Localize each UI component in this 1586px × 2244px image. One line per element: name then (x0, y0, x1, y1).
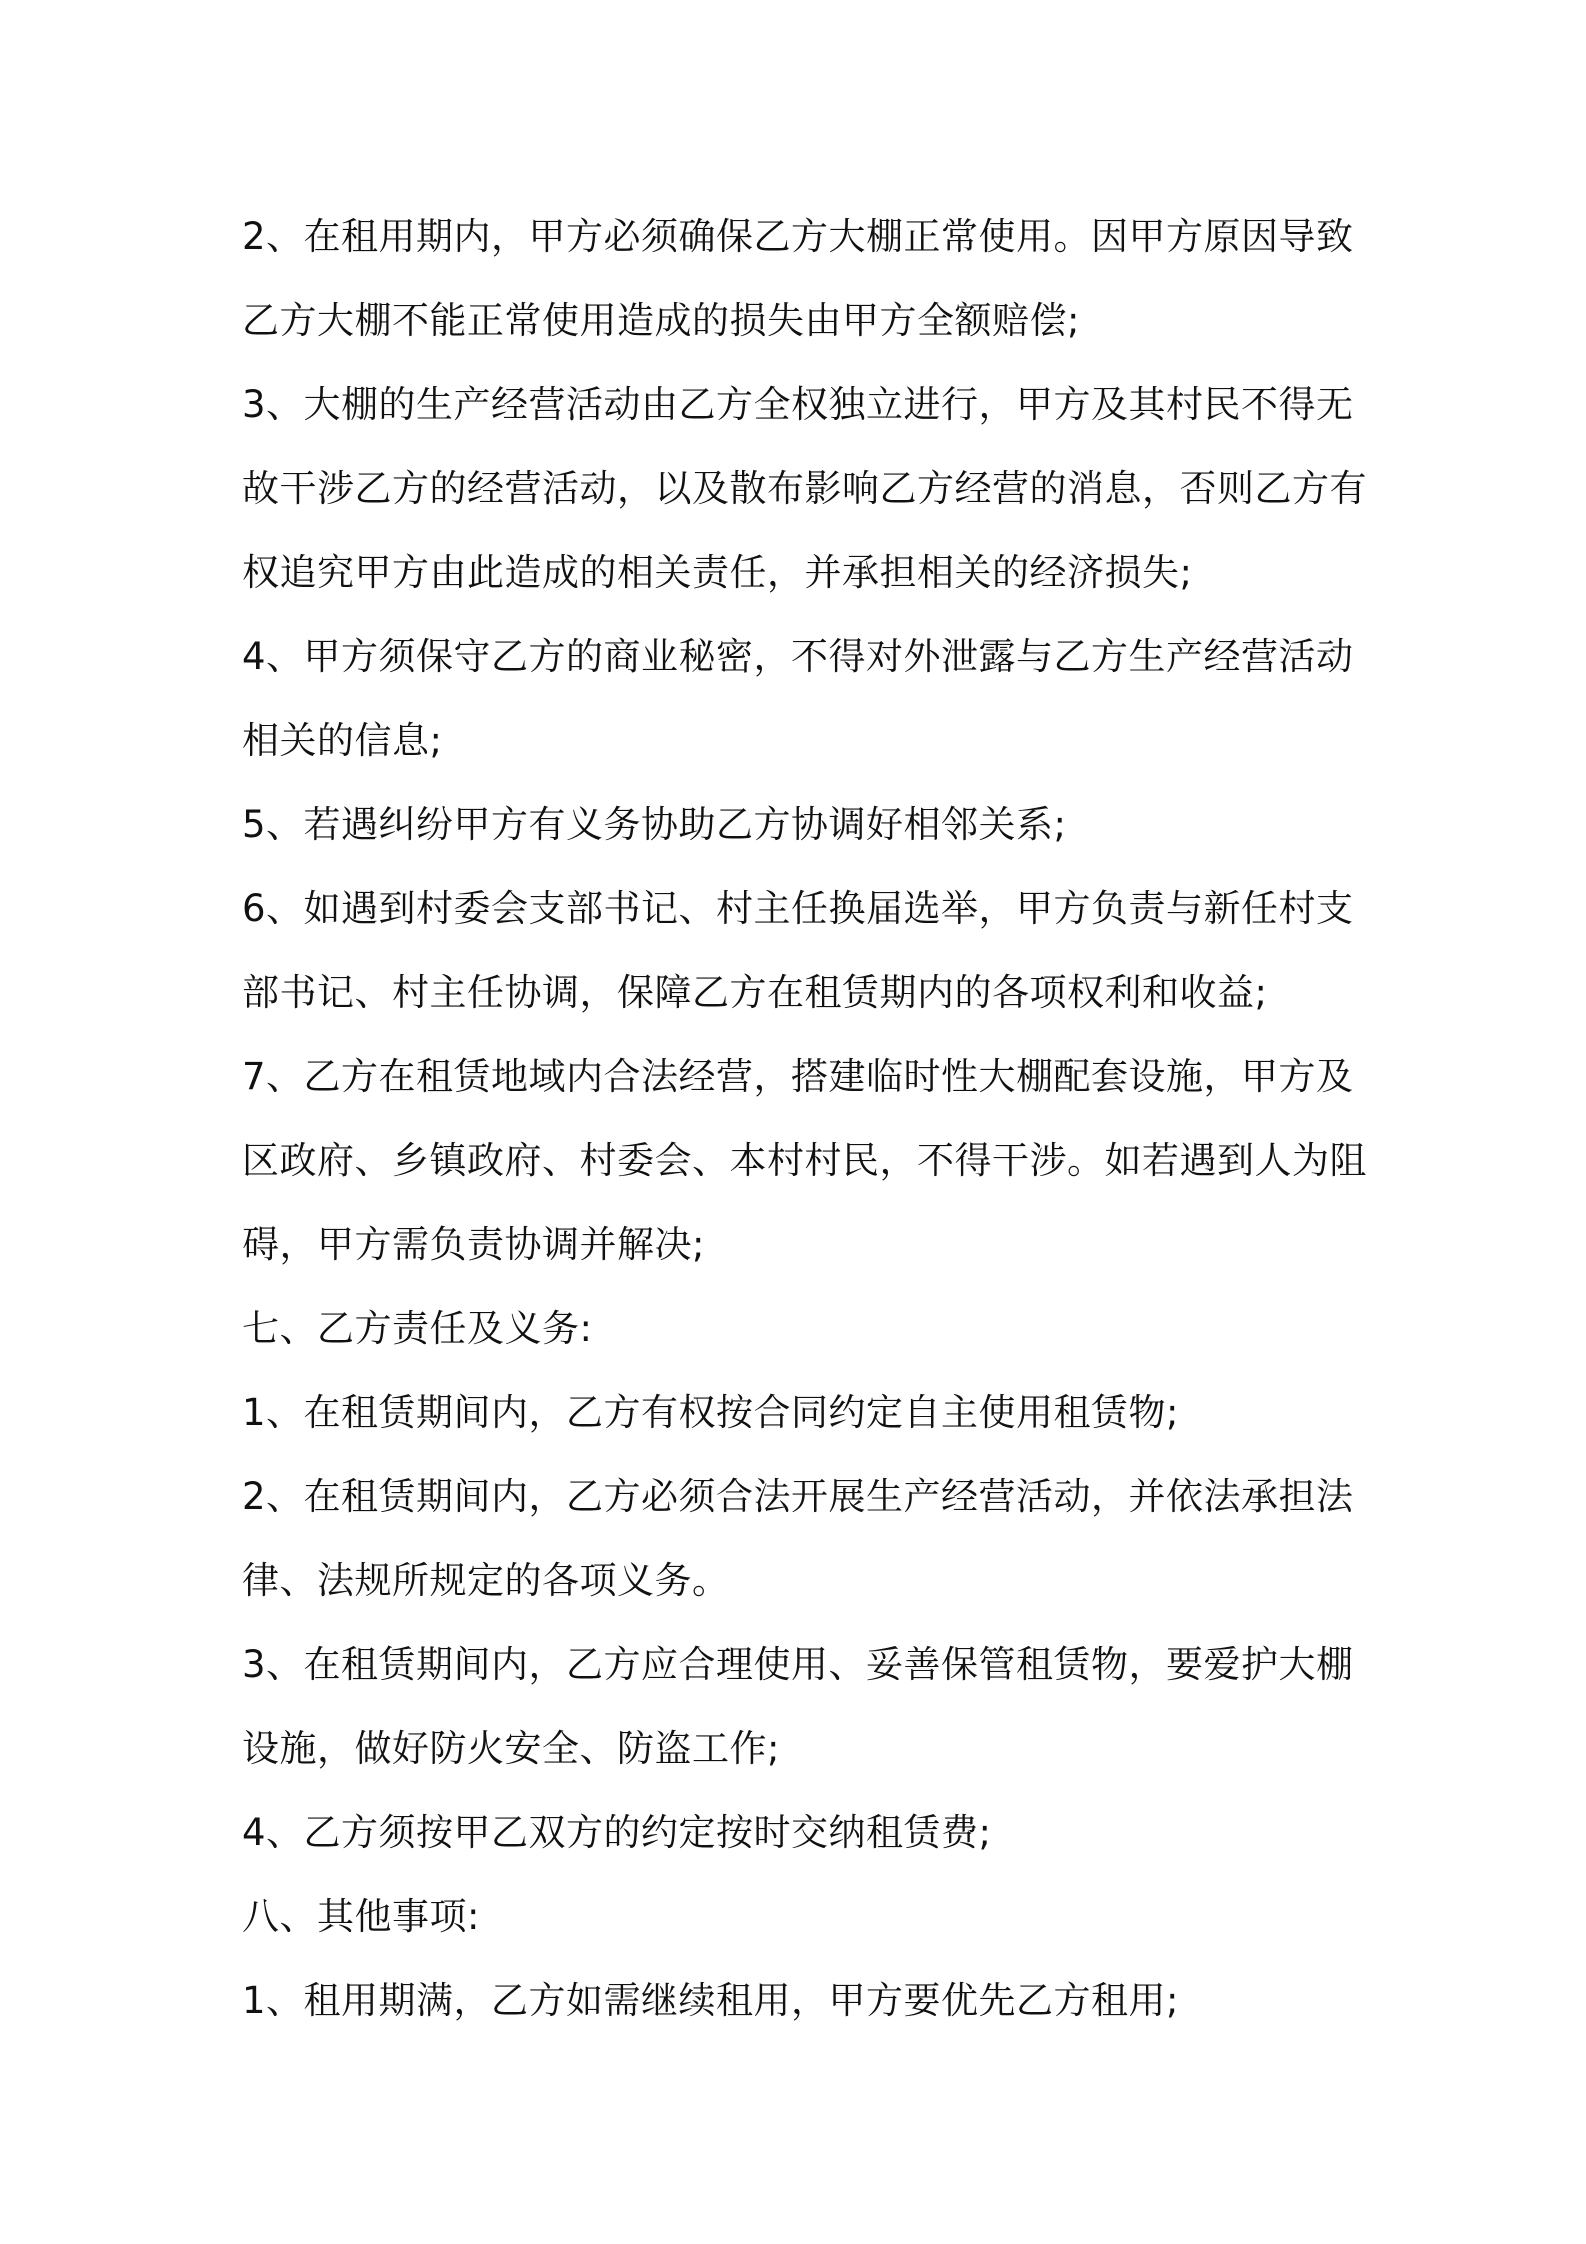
contract-body (242, 195, 1367, 2043)
text-line-15: 1、在租赁期间内，乙方有权按合同约定自主使用租赁物; (242, 1391, 1180, 1434)
text-line-4: 故干涉乙方的经营活动，以及散布影响乙方经营的消息，否则乙方有 (242, 467, 1367, 510)
text-line-13: 碍，甲方需负责协调并解决; (242, 1223, 705, 1266)
text-line-5: 权追究甲方由此造成的相关责任，并承担相关的经济损失; (242, 551, 1193, 594)
section-heading-7: 七、乙方责任及义务: (242, 1307, 593, 1350)
text-line-16: 2、在租赁期间内，乙方必须合法开展生产经营活动，并依法承担法 (242, 1475, 1354, 1518)
text-line-12: 区政府、乡镇政府、村委会、本村村民，不得干涉。如若遇到人为阻 (242, 1139, 1367, 1182)
text-line-2: 乙方大棚不能正常使用造成的损失由甲方全额赔偿; (242, 299, 1080, 342)
text-line-6: 4、甲方须保守乙方的商业秘密，不得对外泄露与乙方生产经营活动 (242, 635, 1354, 678)
text-line-22: 1、租用期满，乙方如需继续租用，甲方要优先乙方租用; (242, 1979, 1180, 2022)
section-heading-8: 八、其他事项: (242, 1895, 480, 1938)
text-line-18: 3、在租赁期间内，乙方应合理使用、妥善保管租赁物，要爱护大棚 (242, 1643, 1354, 1686)
text-line-20: 4、乙方须按甲乙双方的约定按时交纳租赁费; (242, 1811, 992, 1854)
text-line-1: 2、在租用期内，甲方必须确保乙方大棚正常使用。因甲方原因导致 (242, 215, 1354, 258)
text-line-17: 律、法规所规定的各项义务。 (242, 1559, 730, 1602)
text-line-11: 7、乙方在租赁地域内合法经营，搭建临时性大棚配套设施，甲方及 (242, 1055, 1354, 1098)
text-line-3: 3、大棚的生产经营活动由乙方全权独立进行，甲方及其村民不得无 (242, 383, 1354, 426)
text-line-19: 设施，做好防火安全、防盗工作; (242, 1727, 780, 1770)
text-line-10: 部书记、村主任协调，保障乙方在租赁期内的各项权利和收益; (242, 971, 1268, 1014)
text-line-7: 相关的信息; (242, 719, 443, 762)
text-line-8: 5、若遇纠纷甲方有义务协助乙方协调好相邻关系; (242, 803, 1067, 846)
text-line-9: 6、如遇到村委会支部书记、村主任换届选举，甲方负责与新任村支 (242, 887, 1354, 930)
